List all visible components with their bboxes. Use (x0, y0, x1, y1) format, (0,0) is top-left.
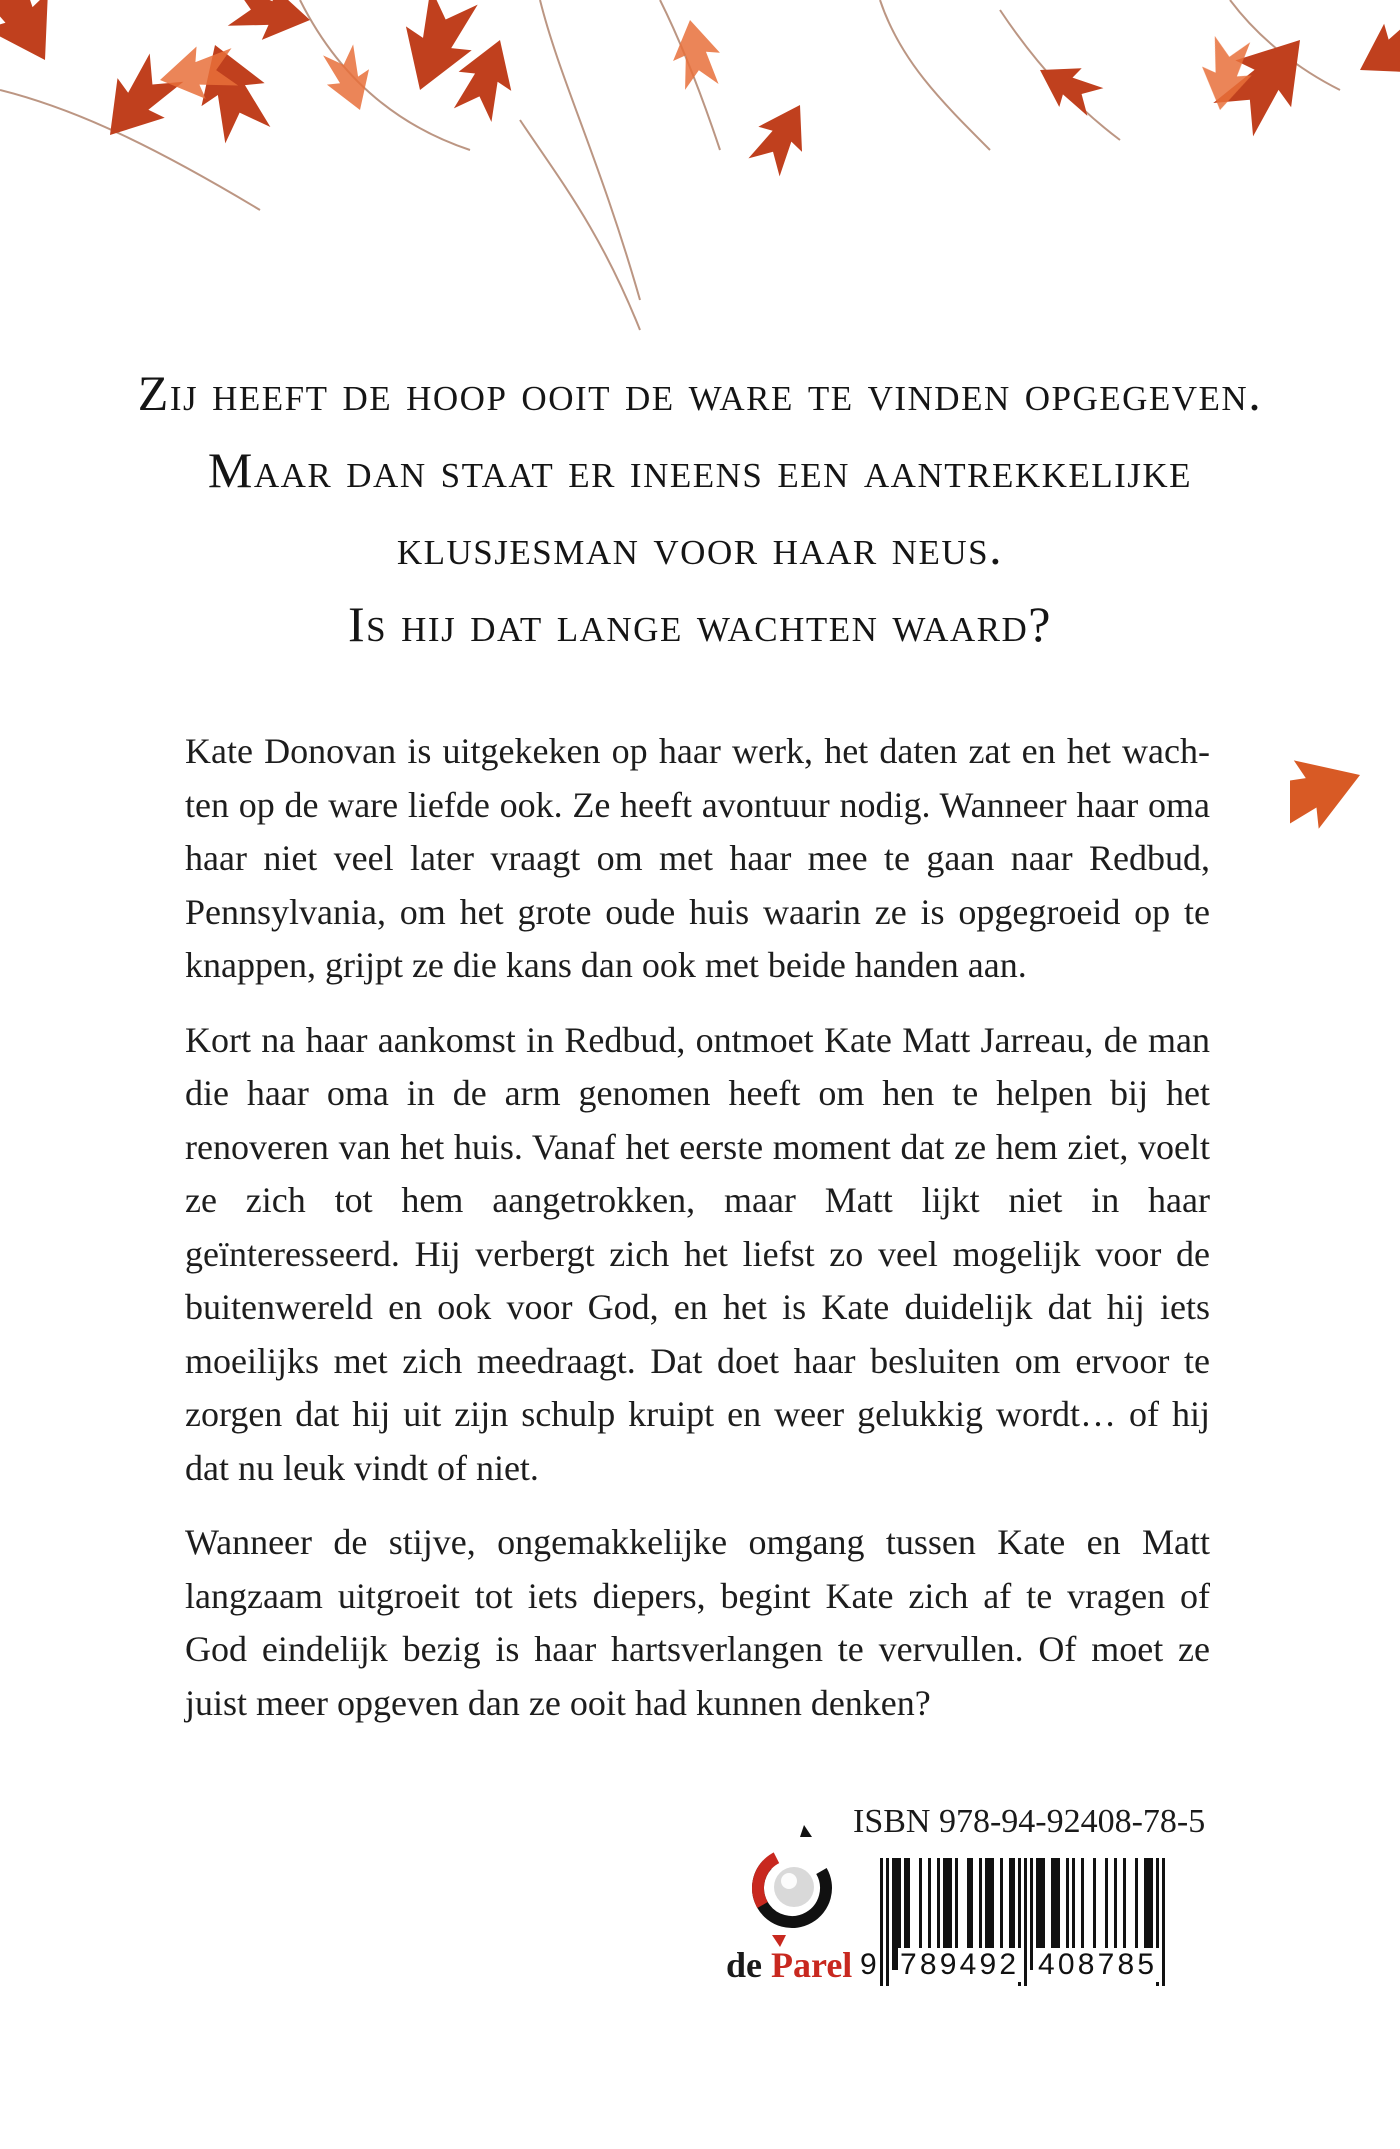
barcode-bar (1030, 1858, 1033, 1970)
barcode-left-digits: 789492 (900, 1948, 1020, 1981)
publisher-name-parel: Parel (771, 1945, 853, 1985)
blurb-paragraph: Kort na haar aankomst in Redbud, ontmoet Kate Matt Jarreau, de man die haar oma in de arm genomen heeft om hen te helpen bij het renoveren van het huis. Vanaf het eerste moment dat ze hem ziet, voelt ze zich tot hem aangetrokken, maar Matt lijkt niet in haar geïnteresseerd. Hij verbergt zich het liefst zo veel mogelijk voor de buitenwereld en ook voor God, en het is Kate duidelijk dat hij iets moeilijks met zich meedraagt. Dat doet haar besluiten om ervoor te zorgen dat hij uit zijn schulp kruipt en weer gelukkig wordt… of hij dat nu leuk vindt of niet. (185, 1019, 1210, 1488)
tagline (120, 355, 1280, 663)
barcode-bar (1162, 1858, 1165, 1986)
publisher-logo-text (726, 1944, 852, 1986)
tagline-line: Zij heeft de hoop ooit de ware te vinden opgegeven. (137, 365, 1263, 421)
pearl-logo-icon (742, 1815, 842, 1960)
blurb-paragraph: Wanneer de stijve, ongemakkelijke omgang tussen Kate en Matt langzaam uitgroeit tot iets diepers, begint Kate zich af te vragen of God eindelijk bezig is haar hartsverlangen te vervullen. Of moet ze juist meer opgeven dan ze ooit had kunnen denken? (185, 1522, 1210, 1723)
autumn-leaves-decoration (0, 0, 1400, 340)
isbn-number: ISBN 978-94-92408-78-5 (853, 1803, 1206, 1840)
barcode-bar (892, 1858, 895, 1970)
publisher-name-de: de (726, 1945, 762, 1985)
barcode-right-digits: 408785 (1038, 1948, 1158, 1981)
blurb-paragraph: Kate Donovan is uitgekeken op haar werk, het daten zat en het wachten op de ware liefde ook. Ze heeft avontuur nodig. Wanneer haar oma haar niet veel later vraagt om met haar mee te gaan naar Redbud, Pennsylvania, om het grote oude huis waarin ze is opgegroeid op te knappen, grijpt ze die kans dan ook met beide handen aan. (185, 731, 1210, 985)
barcode-bar (886, 1858, 889, 1986)
tagline-line: Maar dan staat er ineens een aantrekkelijke (207, 442, 1193, 498)
barcode-lead-digit: 9 (860, 1948, 877, 1981)
maple-leaf-icon (1290, 700, 1400, 840)
blurb (185, 725, 1210, 1751)
tagline-line: klusjesman voor haar neus. (396, 519, 1004, 575)
barcode-bar (1024, 1858, 1027, 1986)
tagline-line: Is hij dat lange wachten waard? (348, 596, 1052, 652)
barcode-bar (880, 1858, 883, 1986)
